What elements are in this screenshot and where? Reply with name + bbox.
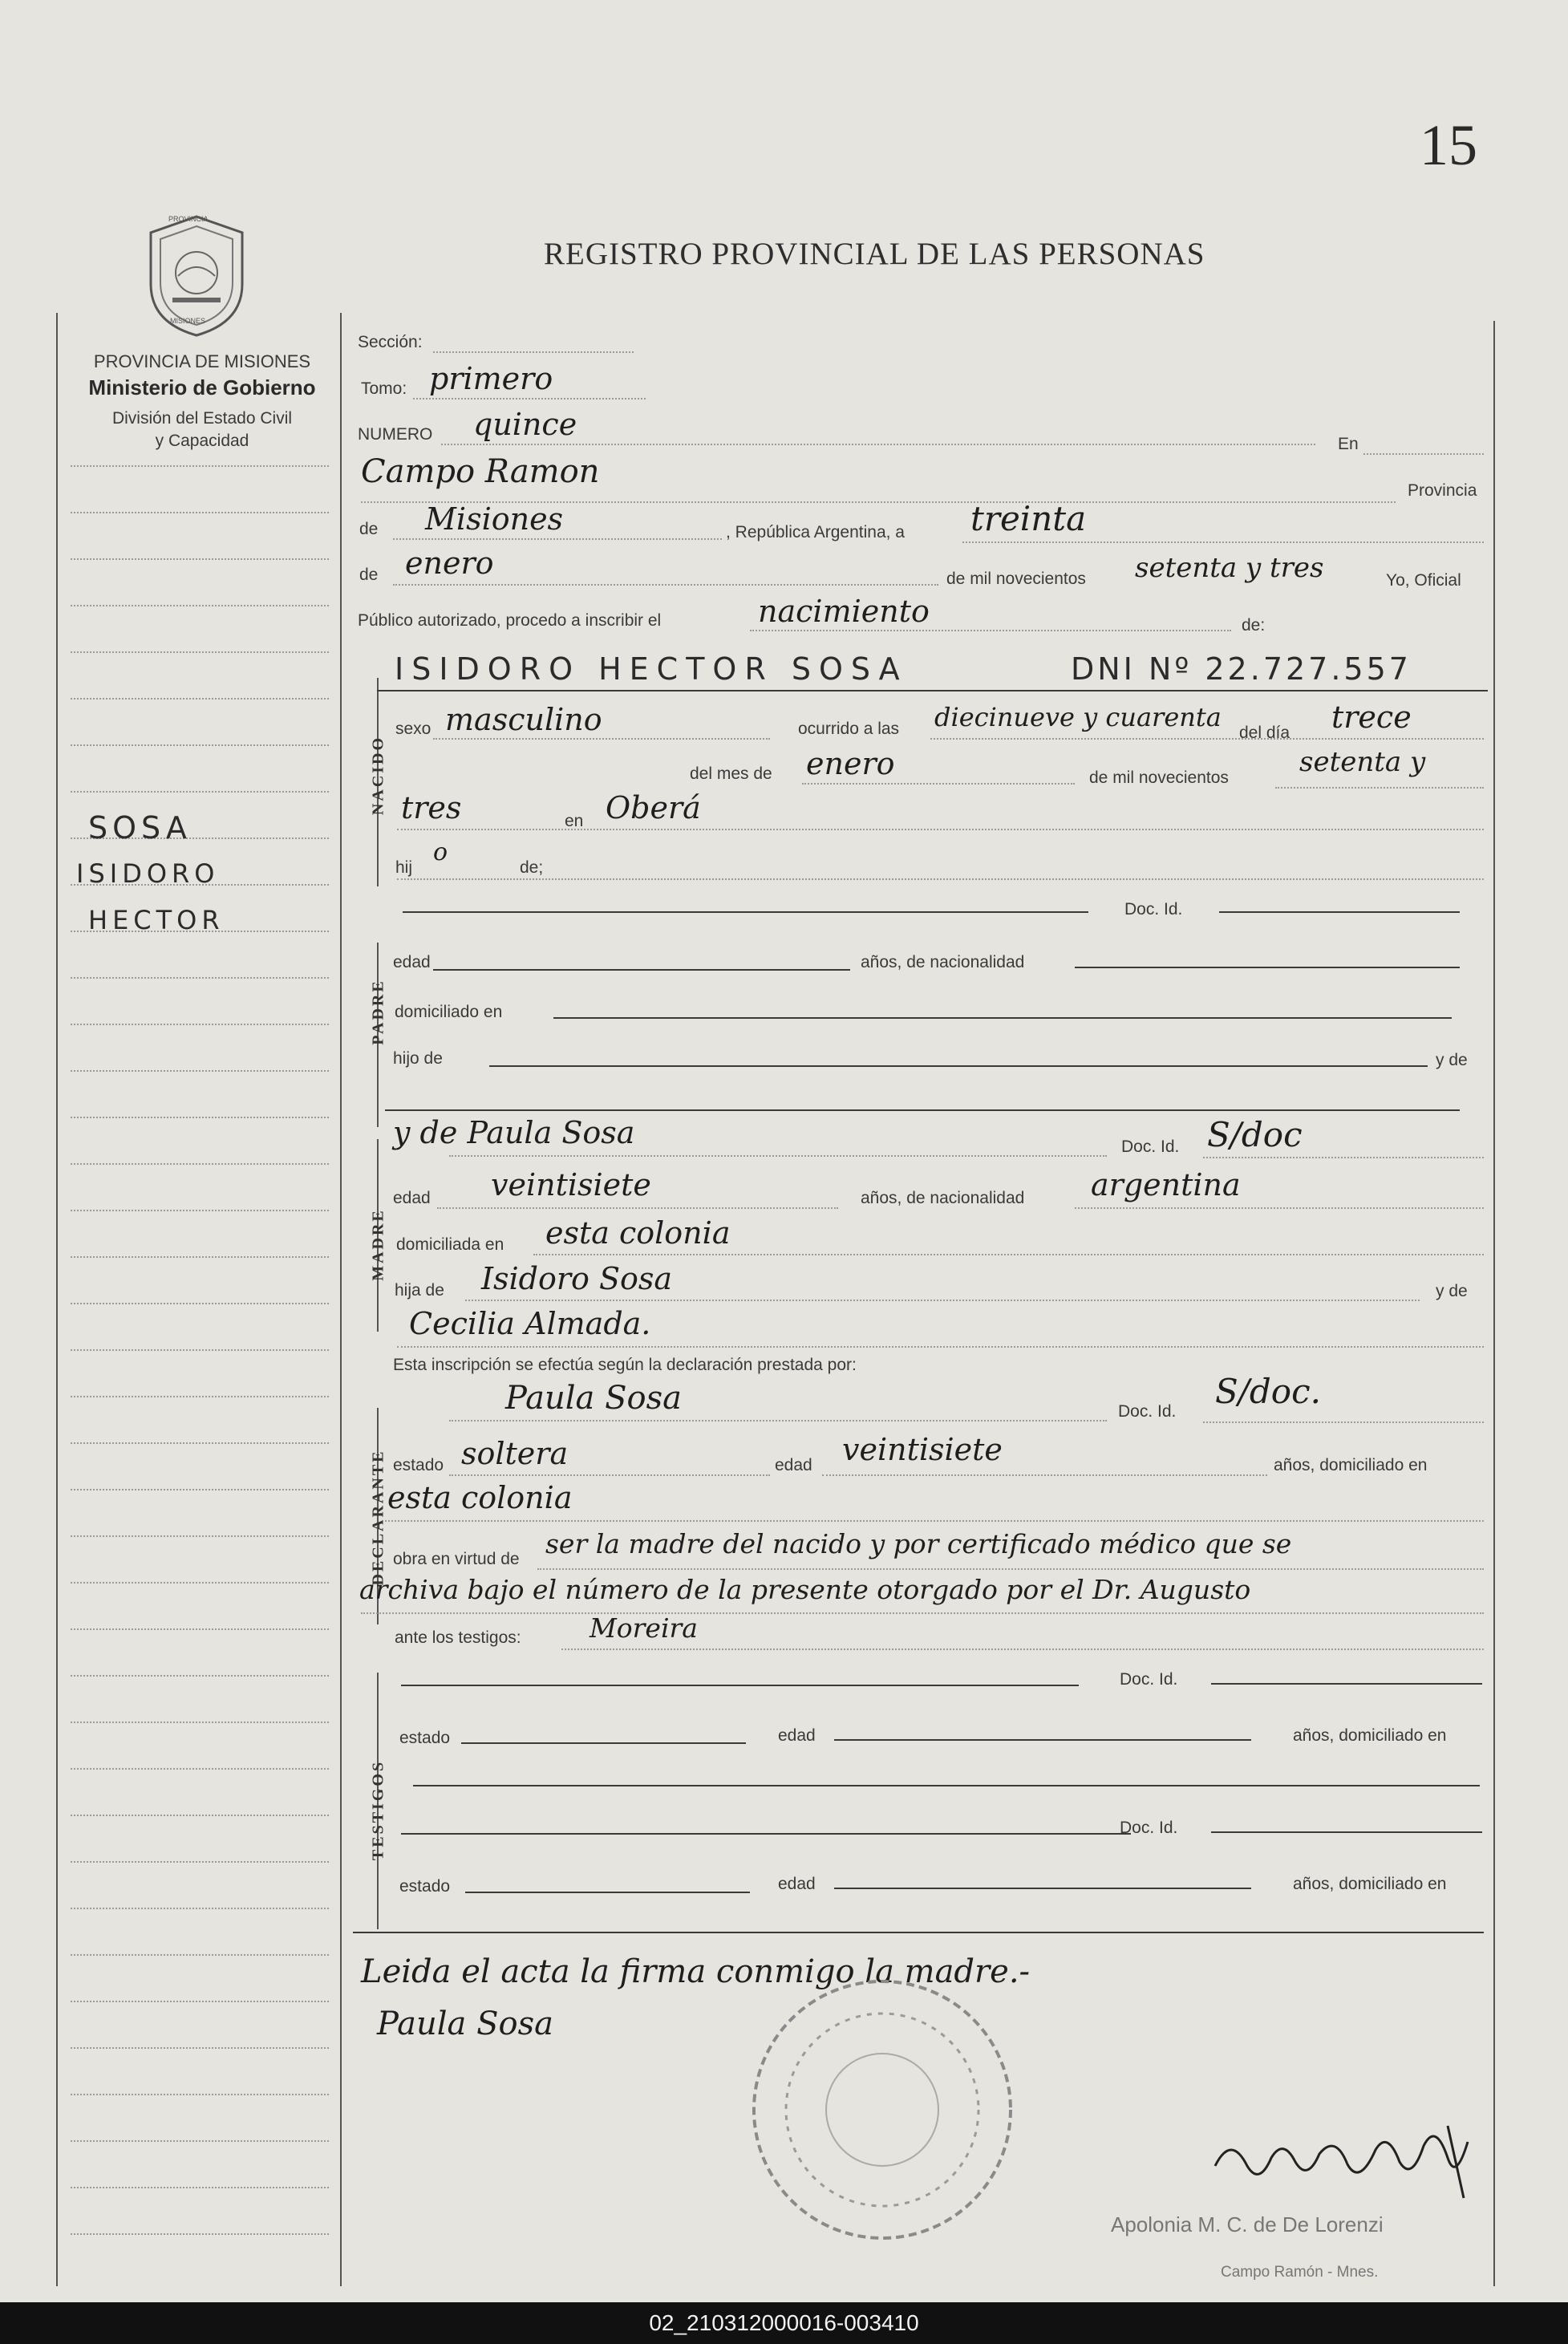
- field-tomo: primero: [429, 361, 553, 396]
- label-hijo-de-padre: hijo de: [393, 1049, 443, 1068]
- label-yo-oficial: Yo, Oficial: [1386, 571, 1461, 590]
- left-border: [56, 313, 58, 2286]
- field-anio: setenta y: [1299, 746, 1426, 778]
- field-obra-line2: archiva bajo el número de la presente otorgado por el Dr. Augusto: [359, 1574, 1251, 1605]
- field-sexo: masculino: [445, 702, 602, 737]
- note-line2: Paula Sosa: [377, 2005, 553, 2042]
- page-number: 15: [1420, 113, 1477, 177]
- field-lugar-nac: Oberá: [606, 790, 701, 825]
- field-madre-doc: S/doc: [1207, 1115, 1303, 1154]
- label-doc-id-declarante: Doc. Id.: [1118, 1402, 1177, 1421]
- margin-ruled-line: [71, 791, 329, 793]
- margin-ruled-line: [71, 651, 329, 653]
- section-nacido: NACIDO: [369, 735, 387, 816]
- seal-text-bottom: MISIONES: [170, 317, 206, 325]
- field-dia: trece: [1331, 700, 1412, 735]
- margin-ruled-line: [71, 1256, 329, 1258]
- label-y-de-madre: y de: [1436, 1282, 1468, 1300]
- label-tomo: Tomo:: [361, 379, 407, 398]
- margin-ruled-line: [71, 1349, 329, 1351]
- label-de-provincia: de: [359, 520, 379, 538]
- label-doc-id-1: Doc. Id.: [1124, 900, 1183, 919]
- field-madre-y-de: Cecilia Almada.: [409, 1306, 651, 1341]
- margin-ruled-line: [71, 1675, 329, 1677]
- official-round-stamp-icon: [746, 1973, 1019, 2246]
- label-del-dia: del día: [1239, 724, 1290, 742]
- division-line2: y Capacidad: [155, 432, 249, 450]
- stamp-official-name: Apolonia M. C. de De Lorenzi: [1111, 2212, 1384, 2237]
- right-border: [1493, 321, 1495, 2286]
- field-provincia: Misiones: [425, 501, 564, 537]
- margin-ruled-line: [71, 1024, 329, 1025]
- margin-ruled-line: [71, 2001, 329, 2002]
- label-republica: , República Argentina, a: [726, 523, 905, 541]
- label-doc-id-testigo1: Doc. Id.: [1120, 1670, 1178, 1689]
- label-edad-testigo2: edad: [778, 1875, 816, 1893]
- section-declarante: DECLARANTE: [369, 1449, 387, 1586]
- label-ocurrido: ocurrido a las: [798, 720, 900, 738]
- stamp-office: Campo Ramón - Mnes.: [1221, 2264, 1379, 2281]
- margin-ruled-line: [71, 558, 329, 560]
- margin-ruled-line: [71, 1535, 329, 1537]
- label-seccion: Sección:: [358, 333, 423, 351]
- margin-ruled-line: [71, 2187, 329, 2188]
- margin-ruled-line: [71, 1722, 329, 1723]
- field-declarante-estado: soltera: [461, 1436, 569, 1471]
- margin-ruled-line: [71, 1070, 329, 1072]
- field-dni: DNI Nº 22.727.557: [1071, 651, 1412, 687]
- field-nombre: ISIDORO HECTOR SOSA: [395, 651, 908, 687]
- label-estado-testigo2: estado: [399, 1877, 451, 1896]
- margin-ruled-line: [71, 465, 329, 467]
- label-domiciliado-padre: domiciliado en: [395, 1003, 503, 1021]
- label-provincia: Provincia: [1408, 481, 1477, 500]
- division-line1: División del Estado Civil: [111, 409, 293, 428]
- field-tipo: nacimiento: [758, 594, 930, 629]
- margin-ruled-line: [71, 698, 329, 700]
- field-declarante-domicilio: esta colonia: [387, 1480, 573, 1515]
- field-anio-acta: setenta y tres: [1135, 552, 1324, 584]
- margin-ruled-line: [71, 1489, 329, 1490]
- label-anos-nac-padre: años, de nacionalidad: [861, 953, 1025, 971]
- field-mes-acta: enero: [405, 545, 494, 581]
- margin-ruled-line: [71, 1908, 329, 1909]
- label-edad-madre: edad: [393, 1189, 431, 1207]
- margin-ruled-line: [71, 1442, 329, 1444]
- label-de-colon: de:: [1242, 616, 1266, 635]
- label-doc-id-madre: Doc. Id.: [1121, 1138, 1180, 1156]
- field-madre-domicilio: esta colonia: [545, 1215, 731, 1251]
- label-y-de-padre: y de: [1436, 1051, 1468, 1069]
- field-declarante: Paula Sosa: [505, 1380, 682, 1417]
- label-hijo: hij: [395, 858, 413, 877]
- label-del-mes: del mes de: [690, 764, 772, 783]
- margin-ruled-line: [71, 1582, 329, 1584]
- label-anos-dom-declarante: años, domiciliado en: [1274, 1456, 1428, 1474]
- margin-ruled-line: [71, 1303, 329, 1304]
- margin-ruled-line: [71, 512, 329, 513]
- label-obra: obra en virtud de: [393, 1550, 520, 1568]
- margin-ruled-line: [71, 2094, 329, 2095]
- note-line1: Leida el acta la firma conmigo la madre.-: [361, 1953, 1031, 1990]
- official-signature-icon: [1207, 2110, 1480, 2206]
- margin-ruled-line: [71, 1628, 329, 1630]
- field-lugar: Campo Ramon: [361, 453, 600, 490]
- label-de-semicolon: de;: [520, 858, 544, 877]
- field-declarante-edad: veintisiete: [842, 1432, 1003, 1467]
- field-madre-nacionalidad: argentina: [1091, 1167, 1241, 1202]
- province-name: PROVINCIA DE MISIONES: [93, 351, 311, 371]
- field-obra-line3: Moreira: [590, 1612, 698, 1644]
- label-estado-declarante: estado: [393, 1456, 444, 1474]
- field-dia-acta: treinta: [970, 499, 1087, 538]
- field-madre-hija-de: Isidoro Sosa: [481, 1261, 673, 1296]
- margin-ruled-line: [71, 605, 329, 606]
- section-padre: PADRE: [369, 979, 387, 1045]
- margin-ruled-line: [71, 1861, 329, 1863]
- label-sexo: sexo: [395, 720, 432, 738]
- margin-note-second-name: HECTOR: [88, 905, 225, 935]
- label-en: En: [1338, 435, 1359, 453]
- margin-ruled-line: [71, 1117, 329, 1118]
- section-madre: MADRE: [369, 1208, 387, 1281]
- margin-ruled-line: [71, 977, 329, 979]
- label-anos-nac-madre: años, de nacionalidad: [861, 1189, 1025, 1207]
- label-estado-testigo1: estado: [399, 1729, 451, 1747]
- label-de-mil: de mil novecientos: [946, 570, 1086, 588]
- label-edad-declarante: edad: [775, 1456, 812, 1474]
- margin-ruled-line: [71, 1163, 329, 1165]
- ministry-name: Ministerio de Gobierno: [88, 375, 316, 399]
- margin-ruled-line: [71, 1396, 329, 1397]
- label-anos-dom-testigo1: años, domiciliado en: [1293, 1726, 1447, 1745]
- document-title: REGISTRO PROVINCIAL DE LAS PERSONAS: [544, 237, 1205, 271]
- margin-ruled-line: [71, 1210, 329, 1211]
- margin-ruled-line: [71, 2233, 329, 2235]
- margin-note-first-name: ISIDORO: [76, 858, 220, 889]
- label-edad-testigo1: edad: [778, 1726, 816, 1745]
- label-anos-dom-testigo2: años, domiciliado en: [1293, 1875, 1447, 1893]
- footer-bar: [0, 2302, 1568, 2344]
- field-mes: enero: [806, 746, 895, 781]
- label-ante-testigos: ante los testigos:: [395, 1628, 521, 1647]
- margin-ruled-line: [71, 744, 329, 746]
- column-divider: [340, 313, 342, 2286]
- footer-code: 02_210312000016-003410: [649, 2310, 919, 2335]
- label-domiciliada-madre: domiciliada en: [396, 1235, 504, 1254]
- label-inscripcion: Esta inscripción se efectúa según la declaración prestada por:: [393, 1356, 857, 1374]
- field-madre-nombre: y de Paula Sosa: [393, 1115, 635, 1150]
- label-publico: Público autorizado, procedo a inscribir el: [358, 611, 662, 630]
- label-doc-id-testigo2: Doc. Id.: [1120, 1819, 1178, 1837]
- label-hija-de: hija de: [395, 1281, 444, 1300]
- label-en-lugar: en: [565, 812, 584, 830]
- margin-ruled-line: [71, 1815, 329, 1816]
- label-numero: NUMERO: [358, 425, 433, 444]
- field-hijo: o: [433, 838, 448, 866]
- section-testigos: TESTIGOS: [369, 1759, 387, 1861]
- field-declarante-doc: S/doc.: [1215, 1372, 1321, 1411]
- field-anio-cont: tres: [401, 790, 462, 825]
- field-numero: quince: [473, 407, 577, 442]
- label-de-mil-nac: de mil novecientos: [1089, 768, 1229, 787]
- margin-ruled-line: [71, 1768, 329, 1770]
- margin-ruled-line: [71, 2047, 329, 2049]
- label-edad-padre: edad: [393, 953, 431, 971]
- margin-ruled-line: [71, 2140, 329, 2142]
- margin-ruled-line: [71, 1954, 329, 1956]
- field-hora: diecinueve y cuarenta: [934, 702, 1222, 732]
- margin-note-surname: SOSA: [88, 810, 192, 846]
- field-obra-line1: ser la madre del nacido y por certificado médico que se: [545, 1528, 1292, 1559]
- seal-text-top: PROVINCIA: [168, 215, 209, 223]
- label-de-mes: de: [359, 566, 379, 584]
- field-madre-edad: veintisiete: [491, 1167, 651, 1202]
